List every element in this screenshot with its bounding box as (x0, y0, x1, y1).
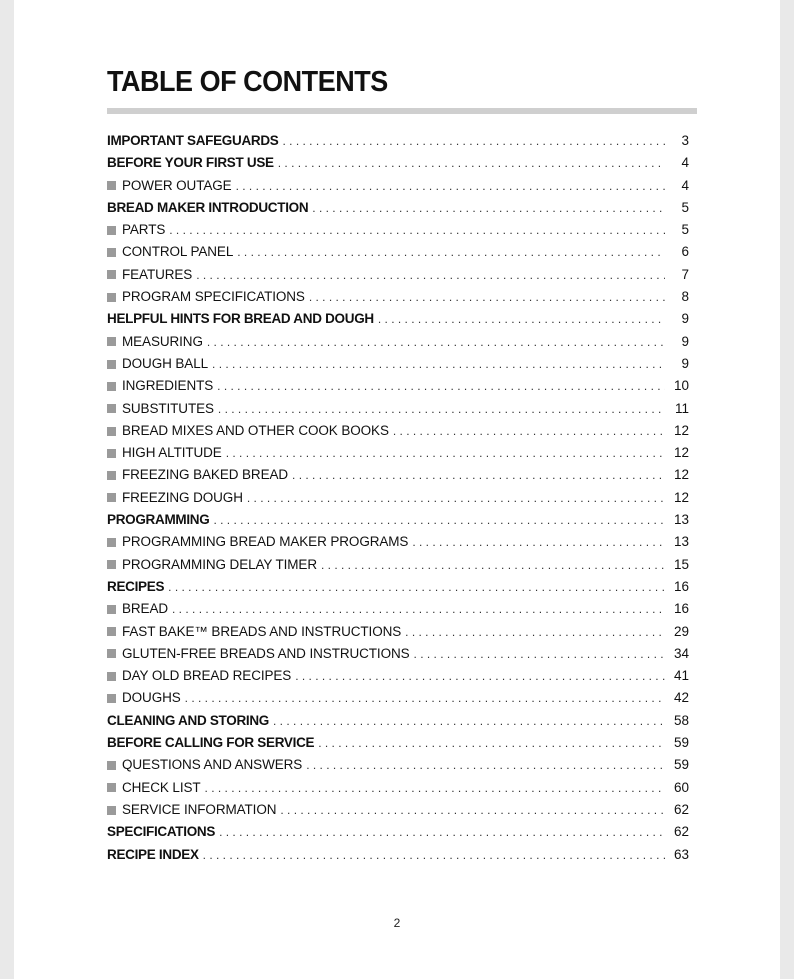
toc-entry-page-number: 4 (681, 177, 689, 193)
toc-subsection-entry[interactable] (107, 598, 689, 620)
dot-leader (309, 286, 665, 308)
toc-entry-page-number: 10 (673, 378, 689, 394)
toc-entry-label: HELPFUL HINTS FOR BREAD AND DOUGH (107, 311, 374, 327)
toc-subsection-entry[interactable] (107, 398, 689, 420)
square-bullet-icon (107, 404, 116, 413)
dot-leader (219, 821, 665, 843)
toc-entry-label: INGREDIENTS (122, 378, 214, 394)
square-bullet-icon (107, 226, 116, 235)
dot-leader (295, 665, 665, 687)
toc-entry-label: PARTS (122, 222, 166, 238)
toc-entry-label: PROGRAMMING DELAY TIMER (122, 556, 317, 572)
toc-section-entry[interactable] (107, 710, 689, 732)
toc-entry-page-number: 34 (673, 645, 689, 661)
toc-entry-label: GLUTEN-FREE BREADS AND INSTRUCTIONS (122, 645, 410, 661)
toc-entry-label: MEASURING (122, 333, 203, 349)
toc-subsection-entry[interactable] (107, 531, 689, 553)
toc-entry-page-number: 60 (673, 779, 689, 795)
toc-entry-label: RECIPE INDEX (107, 846, 199, 862)
toc-entry-page-number: 9 (681, 333, 689, 349)
dot-leader (207, 331, 665, 353)
toc-section-entry[interactable] (107, 576, 689, 598)
square-bullet-icon (107, 181, 116, 190)
toc-entry-label: HIGH ALTITUDE (122, 445, 222, 461)
toc-entry-page-number: 5 (681, 199, 689, 215)
toc-entry-page-number: 29 (673, 623, 689, 639)
toc-entry-label: CLEANING AND STORING (107, 712, 270, 728)
dot-leader (283, 130, 666, 152)
dot-leader (185, 687, 665, 709)
toc-entry-page-number: 4 (681, 155, 689, 171)
toc-entry-label: FAST BAKE™ BREADS AND INSTRUCTIONS (122, 623, 402, 639)
toc-subsection-entry[interactable] (107, 219, 689, 241)
toc-entry-label: BEFORE YOUR FIRST USE (107, 155, 274, 171)
toc-subsection-entry[interactable] (107, 286, 689, 308)
toc-entry-page-number: 11 (674, 400, 689, 416)
toc-subsection-entry[interactable] (107, 554, 689, 576)
square-bullet-icon (107, 761, 116, 770)
toc-entry-page-number: 3 (681, 133, 689, 148)
square-bullet-icon (107, 337, 116, 346)
toc-entry-label: PROGRAMMING BREAD MAKER PROGRAMS (122, 534, 409, 550)
dot-leader (278, 152, 665, 174)
toc-entry-label: BEFORE CALLING FOR SERVICE (107, 735, 315, 751)
toc-entry-page-number: 16 (673, 578, 689, 594)
toc-entry-page-number: 13 (673, 534, 689, 550)
square-bullet-icon (107, 360, 116, 369)
dot-leader (292, 464, 665, 486)
dot-leader (212, 353, 665, 375)
toc-entry-label: BREAD MIXES AND OTHER COOK BOOKS (122, 422, 389, 438)
toc-subsection-entry[interactable] (107, 799, 689, 821)
toc-entry-label: QUESTIONS AND ANSWERS (122, 757, 303, 773)
toc-subsection-entry[interactable] (107, 754, 689, 776)
square-bullet-icon (107, 783, 116, 792)
toc-entry-page-number: 6 (681, 244, 689, 260)
toc-entry-page-number: 42 (673, 690, 689, 706)
dot-leader (236, 175, 665, 197)
toc-entry-label: FREEZING DOUGH (122, 489, 243, 505)
dot-leader (203, 844, 665, 866)
toc-entry-label: DOUGHS (122, 690, 181, 706)
square-bullet-icon (107, 471, 116, 480)
toc-entry-label: SUBSTITUTES (122, 400, 214, 416)
square-bullet-icon (107, 605, 116, 614)
document-page (14, 0, 780, 979)
toc-entry-label: CONTROL PANEL (122, 244, 234, 260)
dot-leader (213, 509, 665, 531)
toc-entry-label: BREAD MAKER INTRODUCTION (107, 199, 309, 215)
toc-entry-page-number: 9 (681, 355, 689, 371)
dot-leader (273, 710, 665, 732)
toc-entry-label: POWER OUTAGE (122, 177, 232, 193)
toc-entry-page-number: 63 (673, 846, 689, 862)
toc-section-entry[interactable] (107, 509, 689, 531)
dot-leader (226, 442, 665, 464)
toc-subsection-entry[interactable] (107, 175, 689, 197)
square-bullet-icon (107, 538, 116, 547)
toc-entry-page-number: 12 (673, 445, 689, 461)
toc-subsection-entry[interactable] (107, 687, 689, 709)
dot-leader (237, 241, 665, 263)
toc-subsection-entry[interactable] (107, 375, 689, 397)
toc-section-entry[interactable] (107, 821, 689, 843)
toc-entry-page-number: 7 (681, 266, 689, 282)
dot-leader (280, 799, 665, 821)
dot-leader (169, 219, 665, 241)
toc-subsection-entry[interactable] (107, 353, 689, 375)
square-bullet-icon (107, 694, 116, 703)
toc-entry-page-number: 8 (681, 289, 689, 305)
toc-entry-label: PROGRAMMING (107, 512, 210, 528)
toc-entry-page-number: 15 (673, 556, 689, 572)
toc-entry-label: DOUGH BALL (122, 355, 209, 371)
square-bullet-icon (107, 427, 116, 436)
square-bullet-icon (107, 449, 116, 458)
toc-entry-label: FEATURES (122, 266, 193, 282)
toc-entry-label: CHECK LIST (122, 779, 201, 795)
dot-leader (412, 531, 665, 553)
toc-entry-label: BREAD (122, 601, 169, 617)
dot-leader (196, 264, 665, 286)
toc-section-entry[interactable] (107, 197, 689, 219)
toc-section-entry[interactable] (107, 130, 689, 152)
toc-subsection-entry[interactable] (107, 643, 689, 665)
square-bullet-icon (107, 248, 116, 257)
dot-leader (168, 576, 665, 598)
toc-subsection-entry[interactable] (107, 420, 689, 442)
toc-entry-page-number: 41 (673, 668, 689, 684)
toc-entry-page-number: 59 (673, 735, 689, 751)
toc-entry-page-number: 13 (673, 512, 689, 528)
square-bullet-icon (107, 270, 116, 279)
dot-leader (405, 621, 665, 643)
dot-leader (218, 398, 665, 420)
toc-entry-label: PROGRAM SPECIFICATIONS (122, 289, 305, 305)
toc-entry-label: SPECIFICATIONS (107, 824, 216, 840)
square-bullet-icon (107, 627, 116, 636)
toc-entry-page-number: 58 (673, 712, 689, 728)
square-bullet-icon (107, 560, 116, 569)
square-bullet-icon (107, 806, 116, 815)
toc-entry-label: SERVICE INFORMATION (122, 801, 277, 817)
toc-entry-page-number: 62 (673, 801, 689, 817)
toc-entry-page-number: 62 (673, 824, 689, 840)
title-divider (107, 108, 697, 114)
toc-entry-label: DAY OLD BREAD RECIPES (122, 668, 292, 684)
dot-leader (247, 487, 665, 509)
dot-leader (318, 732, 665, 754)
toc-entry-page-number: 9 (681, 311, 689, 327)
dot-leader (205, 777, 665, 799)
toc-subsection-entry[interactable] (107, 331, 689, 353)
dot-leader (378, 308, 665, 330)
toc-subsection-entry[interactable] (107, 264, 689, 286)
toc-subsection-entry[interactable] (107, 487, 689, 509)
toc-section-entry[interactable] (107, 152, 689, 174)
toc-subsection-entry[interactable] (107, 665, 689, 687)
toc-entry-label: FREEZING BAKED BREAD (122, 467, 289, 483)
toc-section-entry[interactable] (107, 844, 689, 866)
toc-entry-page-number: 12 (673, 489, 689, 505)
page-title: TABLE OF CONTENTS (107, 66, 388, 98)
dot-leader (172, 598, 665, 620)
dot-leader (217, 375, 665, 397)
toc-section-entry[interactable] (107, 732, 689, 754)
toc-subsection-entry[interactable] (107, 621, 689, 643)
table-of-contents (107, 130, 689, 866)
page-number: 2 (393, 916, 401, 930)
dot-leader (306, 754, 665, 776)
square-bullet-icon (107, 493, 116, 502)
toc-entry-page-number: 12 (673, 467, 689, 483)
toc-entry-page-number: 12 (673, 422, 689, 438)
toc-entry-label: RECIPES (107, 578, 165, 594)
toc-subsection-entry[interactable] (107, 442, 689, 464)
toc-entry-page-number: 16 (673, 601, 689, 617)
square-bullet-icon (107, 672, 116, 681)
toc-entry-label: IMPORTANT SAFEGUARDS (107, 133, 279, 148)
dot-leader (312, 197, 665, 219)
dot-leader (321, 554, 665, 576)
dot-leader (393, 420, 665, 442)
square-bullet-icon (107, 649, 116, 658)
toc-subsection-entry[interactable] (107, 241, 689, 263)
toc-entry-page-number: 59 (673, 757, 689, 773)
toc-subsection-entry[interactable] (107, 777, 689, 799)
dot-leader (414, 643, 665, 665)
square-bullet-icon (107, 293, 116, 302)
toc-entry-page-number: 5 (681, 222, 689, 238)
toc-subsection-entry[interactable] (107, 464, 689, 486)
toc-section-entry[interactable] (107, 308, 689, 330)
square-bullet-icon (107, 382, 116, 391)
